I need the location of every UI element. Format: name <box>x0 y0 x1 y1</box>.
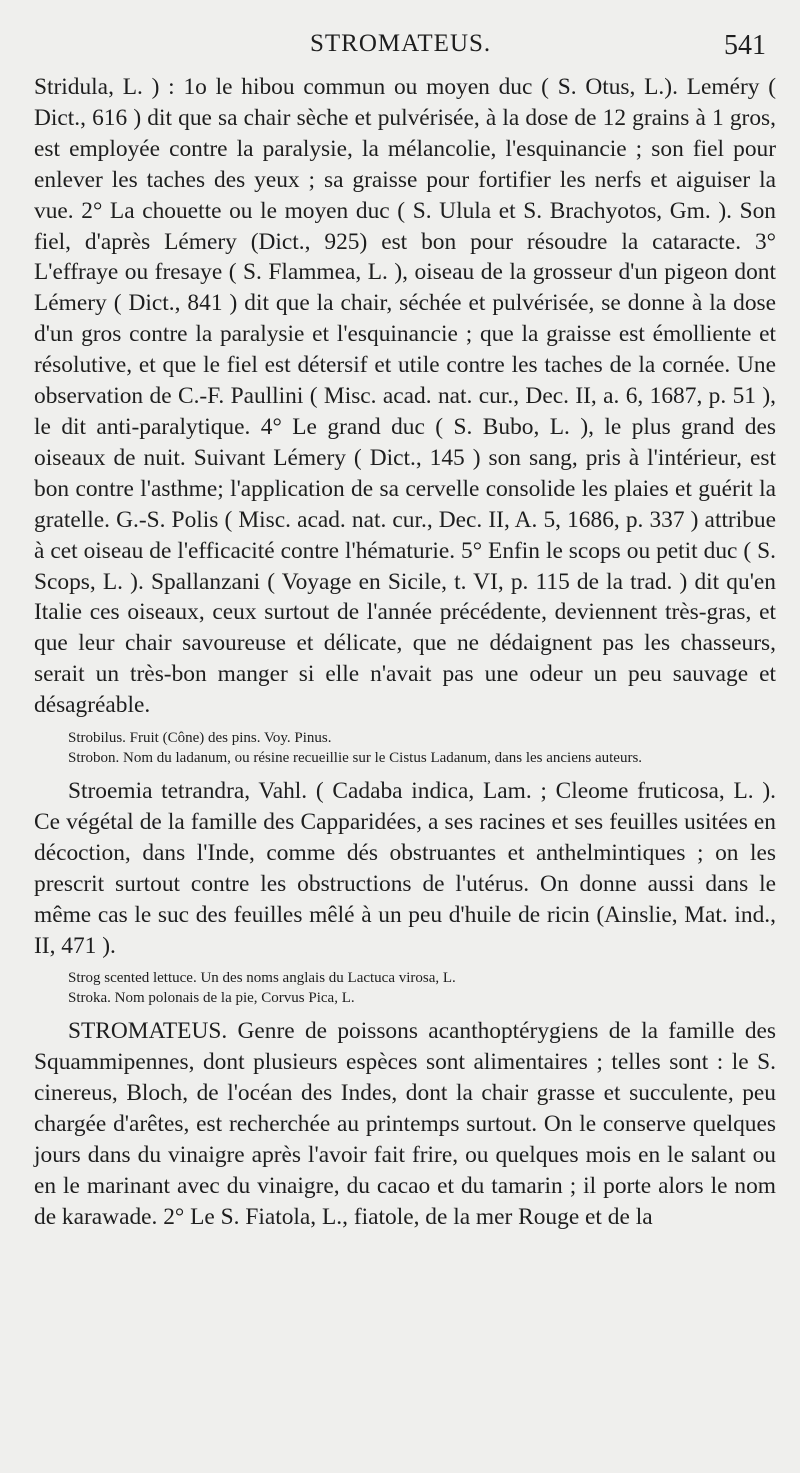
body-text <box>34 72 776 1233</box>
note-strobon: Strobon. Nom du ladanum, ou résine recueillie sur le Cistus Ladanum, dans les anciens auteurs. <box>68 750 643 767</box>
page-header <box>0 30 800 70</box>
page-number: 541 <box>724 30 766 61</box>
paragraph-strix: Stridula, L. ) : 1o le hibou commun ou moyen duc ( S. Otus, L.). Leméry ( Dict., 616 ) dit que sa chair sèche et pulvérisée, à la dose de 12 grains à 1 gros, est employée contre la paralysie, la mélancolie, l'esquinancie ; son fiel pour enlever les taches des yeux ; sa graisse pour fortifier les nerfs et aiguiser la vue. 2° La chouette ou le moyen duc ( S. Ulula et S. Brachyotos, Gm. ). Son fiel, d'après Lémery (Dict., 925) est bon pour résoudre la cataracte. 3° L'effraye ou fresaye ( S. Flammea, L. ), oiseau de la grosseur d'un pigeon dont Lémery ( Dict., 841 ) dit que la chair, séchée et pulvérisée, se donne à la dose d'un gros contre la paralysie et l'esquinancie ; que la graisse est émolliente et résolutive, et que le fiel est détersif et utile contre les taches de la cornée. Une observation de C.-F. Paullini ( Misc. acad. nat. cur., Dec. II, a. 6, 1687, p. 51 ), le dit anti-paralytique. 4° Le grand duc ( S. Bubo, L. ), le plus grand des oiseaux de nuit. Suivant Lémery ( Dict., 145 ) son sang, pris à l'intérieur, est bon contre l'asthme; l'application de sa cervelle consolide les plaies et guérit la gratelle. G.-S. Polis ( Misc. acad. nat. cur., Dec. II, A. 5, 1686, p. 337 ) attribue à cet oiseau de l'efficacité contre l'hématurie. 5° Enfin le scops ou petit duc ( S. Scops, L. ). Spallanzani ( Voyage en Sicile, t. VI, p. 115 de la trad. ) dit qu'en Italie ces oiseaux, ceux surtout de l'année précédente, deviennent très-gras, et que leur chair savoureuse et délicate, que ne dédaignent pas les chasseurs, serait un très-bon manger si elle n'avait pas une odeur un peu sauvage et désagréable. <box>34 74 776 719</box>
note-strog: Strog scented lettuce. Un des noms anglais du Lactuca virosa, L. <box>68 970 456 987</box>
running-title: STROMATEUS. <box>310 30 492 57</box>
paragraph-stroemia: Stroemia tetrandra, Vahl. ( Cadaba indica, Lam. ; Cleome fruticosa, L. ). Ce végétal de la famille des Capparidées, a ses racines et ses feuilles usitées en décoction, dans l'Inde, comme dés obstruantes et anthelmintiques ; on les prescrit surtout contre les obstructions de l'utérus. On donne aussi dans le même cas le suc des feuilles mêlé à un peu d'huile de ricin (Ainslie, Mat. ind., II, 471 ). <box>34 778 776 959</box>
note-stroka: Stroka. Nom polonais de la pie, Corvus Pica, L. <box>68 990 355 1007</box>
note-strobilus: Strobilus. Fruit (Cône) des pins. Voy. Pinus. <box>68 730 332 747</box>
paragraph-stromateus: STROMATEUS. Genre de poissons acanthoptérygiens de la famille des Squammipennes, dont plusieurs espèces sont alimentaires ; telles sont : le S. cinereus, Bloch, de l'océan des Indes, dont la chair grasse et succulente, peu chargée d'arêtes, est recherchée au printemps surtout. On le conserve quelques jours dans du vinaigre après l'avoir fait frire, ou quelques mois en le salant ou en le marinant avec du vinaigre, du cacao et du tamarin ; il porte alors le nom de karawade. 2° Le S. Fiatola, L., fiatole, de la mer Rouge et de la <box>34 1018 776 1230</box>
